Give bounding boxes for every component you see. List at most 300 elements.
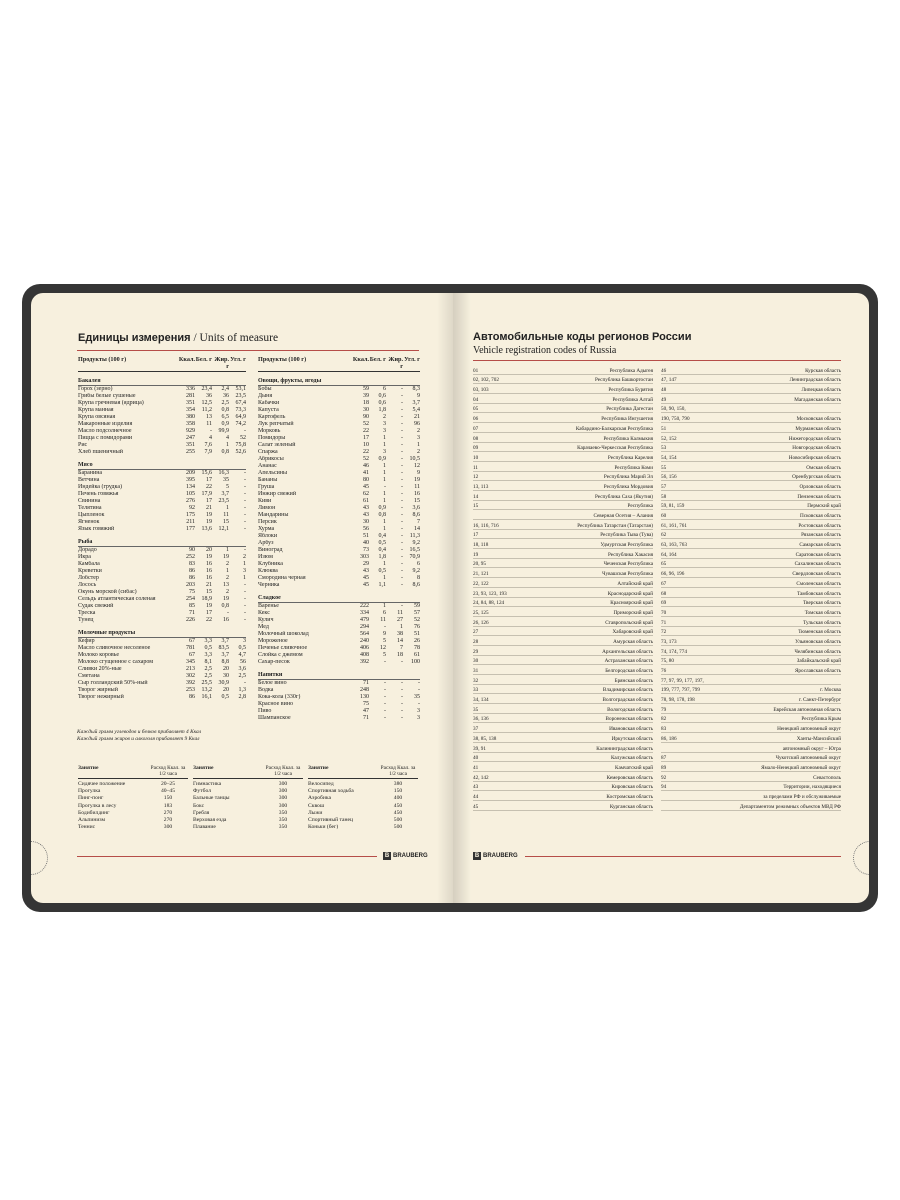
table-cell: 35 (223, 477, 229, 483)
region-name: Красноярский край (610, 600, 653, 607)
region-code: 26, 126 (473, 619, 489, 626)
region-row (661, 578, 841, 588)
region-name: Ярославская область (794, 668, 841, 674)
table-cell: Кабачки (258, 400, 280, 406)
table-row (258, 631, 420, 638)
table-cell: Баранина (78, 470, 103, 476)
table-cell: 0,6 (378, 393, 386, 399)
table-row (78, 519, 246, 526)
table-cell: 1 (383, 603, 386, 609)
left-page-title (78, 332, 278, 344)
region-code: 17 (473, 532, 479, 539)
table-row (258, 582, 420, 589)
table-cell: 76 (414, 624, 420, 630)
table-cell: - (244, 610, 246, 616)
activity-name: Бокс (193, 802, 205, 809)
table-row (258, 617, 420, 624)
region-codes-column-1 (473, 365, 653, 811)
table-cell: 1 (243, 575, 246, 581)
table-cell: Клубника (258, 561, 283, 567)
region-row (473, 472, 653, 482)
region-row (661, 723, 841, 733)
region-row (473, 365, 653, 375)
table-cell: Пиво (258, 708, 272, 714)
region-code: 28 (473, 638, 479, 645)
table-cell: 1 (383, 435, 386, 441)
region-name: Нижегородская область (788, 435, 841, 442)
table-cell: - (401, 603, 403, 609)
region-code: 82 (661, 716, 667, 723)
header-cell: Угл. г (404, 356, 420, 363)
activity-kcal: 150 (163, 795, 173, 802)
bottom-rule (525, 856, 841, 857)
table-cell: - (244, 519, 246, 525)
table-cell: 10,5 (409, 456, 420, 462)
region-code: 87 (661, 755, 667, 762)
table-row (78, 568, 246, 575)
table-cell: Черника (258, 582, 280, 588)
region-row (661, 753, 841, 763)
region-name: Тамбовская область (797, 590, 841, 597)
activity-kcal: 500 (393, 817, 403, 824)
region-code: 57 (661, 483, 667, 490)
region-row (661, 617, 841, 627)
region-name: Тульская область (803, 619, 841, 626)
table-row (258, 400, 420, 407)
region-code: 53 (661, 445, 667, 452)
table-cell: 18 (363, 400, 369, 406)
region-code: 25, 125 (473, 609, 489, 616)
table-cell: 21 (206, 582, 212, 588)
activity-row (78, 824, 188, 831)
activity-kcal: 350 (278, 809, 288, 816)
table-cell: 19 (414, 477, 420, 483)
activity-column-2 (193, 765, 303, 831)
title-en: Vehicle registration codes of Russia (473, 345, 617, 356)
activity-name: Бодибилдинг (78, 809, 110, 816)
region-row (661, 782, 841, 792)
region-row (473, 704, 653, 714)
table-row (258, 456, 420, 463)
region-code: 83 (661, 726, 667, 733)
region-name: Республика Мордовия (603, 483, 653, 490)
table-cell: 52 (363, 421, 369, 427)
table-row (258, 470, 420, 477)
table-cell: 8,1 (204, 659, 212, 665)
table-cell: Камбала (78, 561, 100, 567)
section-heading: Бакалея (78, 378, 246, 386)
region-name: Севастополь (813, 774, 841, 781)
table-cell: 13,6 (201, 526, 212, 532)
table-cell: 1 (383, 470, 386, 476)
section-heading: Молочные продукты (78, 630, 246, 638)
table-cell: 1 (383, 561, 386, 567)
table-cell: 16 (206, 561, 212, 567)
table-cell: Грибы белые сушеные (78, 393, 136, 399)
table-cell: - (401, 701, 403, 707)
table-cell: 564 (360, 631, 369, 637)
table-cell: Лосось (78, 582, 97, 588)
table-cell: 334 (360, 610, 369, 616)
table-cell: 294 (360, 624, 369, 630)
activity-kcal: 380 (393, 781, 403, 787)
table-cell: 0,5 (204, 645, 212, 651)
table-row (78, 477, 246, 484)
title-ru: Единицы измерения (78, 332, 191, 344)
table-cell: 1,8 (378, 407, 386, 413)
region-name: Свердловская область (792, 571, 841, 578)
table-row (78, 554, 246, 561)
table-cell: 209 (186, 470, 195, 476)
table-cell: 5 (383, 652, 386, 658)
table-cell: - (244, 498, 246, 504)
activity-kcal: 300 (278, 781, 288, 787)
table-cell: - (227, 610, 229, 616)
activity-kcal: 150 (393, 788, 403, 795)
table-cell: 61 (414, 652, 420, 658)
region-code: 34, 134 (473, 697, 489, 704)
table-cell: 19 (223, 596, 229, 602)
region-name: Ивановская область (609, 726, 653, 733)
table-cell: 1,1 (378, 582, 386, 588)
region-name: Республика (627, 503, 653, 510)
region-name: Пермский край (807, 503, 841, 510)
region-row (473, 627, 653, 637)
table-cell: - (244, 680, 246, 686)
table-cell: 57 (414, 610, 420, 616)
region-row (661, 462, 841, 472)
header-cell: Продукты (100 г) (258, 356, 307, 363)
region-name: Республика Саха (Якутия) (594, 493, 653, 500)
region-codes-column-2 (661, 365, 841, 811)
region-row (661, 733, 841, 743)
table-cell: 71 (189, 610, 195, 616)
region-row (661, 423, 841, 433)
brand-logo (473, 852, 518, 860)
table-row (258, 414, 420, 421)
table-row (78, 694, 246, 701)
table-cell: 0,5 (378, 568, 386, 574)
region-name: Калининградская область (596, 745, 653, 752)
table-cell: - (244, 547, 246, 553)
table-cell: 3 (417, 435, 420, 441)
table-cell: 3,7 (221, 491, 229, 497)
region-name: Магаданская область (794, 396, 841, 403)
table-cell: Салат зеленый (258, 442, 296, 448)
region-code: 38, 85, 138 (473, 735, 497, 742)
activity-kcal: 450 (393, 802, 403, 809)
table-cell: 0,4 (378, 533, 386, 539)
table-cell: 15 (206, 589, 212, 595)
table-cell: 16,1 (201, 694, 212, 700)
activity-kcal: 450 (393, 809, 403, 816)
region-name: Ленинградская область (789, 377, 841, 384)
region-row (661, 539, 841, 549)
table-cell: 0,8 (221, 449, 229, 455)
table-cell: 16 (414, 491, 420, 497)
table-cell: 254 (186, 596, 195, 602)
table-cell: 8,6 (412, 582, 420, 588)
activity-kcal: 40–45 (161, 788, 175, 795)
table-cell: 9 (383, 631, 386, 637)
region-code: 46 (661, 367, 667, 374)
header-cell: Ккал. (178, 356, 195, 363)
table-row (78, 687, 246, 694)
table-row (258, 421, 420, 428)
table-cell: - (384, 715, 386, 721)
region-row (473, 375, 653, 385)
table-row (78, 603, 246, 610)
region-name: Мурманская область (795, 425, 841, 432)
table-cell: 80 (363, 477, 369, 483)
table-row (78, 449, 246, 456)
table-cell: - (401, 400, 403, 406)
activity-header-unit: Расход Ккал. за 1/2 часа (380, 765, 416, 777)
region-name: Республика Калмыкия (603, 435, 653, 442)
table-row (78, 582, 246, 589)
activity-row (78, 781, 188, 788)
table-cell: - (418, 687, 420, 693)
table-cell: 22 (363, 449, 369, 455)
table-cell: 213 (186, 666, 195, 672)
table-cell: Ягненок (78, 519, 100, 525)
region-code: 50, 90, 150, (661, 406, 686, 413)
region-code: 14 (473, 493, 479, 500)
table-cell: 380 (186, 414, 195, 420)
region-row (661, 743, 841, 753)
region-name: Кемеровская область (606, 774, 653, 781)
table-cell: - (244, 596, 246, 602)
table-cell: Телятина (78, 505, 102, 511)
region-code: 13, 113 (473, 483, 489, 490)
table-cell: 47 (363, 708, 369, 714)
table-cell: 9 (417, 470, 420, 476)
table-row (78, 435, 246, 442)
activity-row (78, 788, 188, 795)
region-code: 55 (661, 464, 667, 471)
activity-header-label: Занятие (193, 765, 214, 771)
table-cell: Лимон (258, 505, 276, 511)
table-cell: - (401, 442, 403, 448)
region-code: 52, 152 (661, 435, 677, 442)
region-row (661, 472, 841, 482)
table-cell: Кефир (78, 638, 95, 644)
region-code: 89 (661, 764, 667, 771)
region-row (473, 791, 653, 801)
table-cell: 18 (397, 652, 403, 658)
table-row (258, 624, 420, 631)
corner-dotted-icon (31, 841, 48, 875)
table-cell: - (401, 554, 403, 560)
table-row (258, 477, 420, 484)
table-cell: 45 (363, 484, 369, 490)
region-code: 36, 136 (473, 716, 489, 723)
table-cell: 16,5 (409, 547, 420, 553)
activity-name: Спортивный танец (308, 817, 353, 824)
table-cell: 12,5 (201, 400, 212, 406)
region-row (661, 568, 841, 578)
region-row (661, 762, 841, 772)
table-row (258, 435, 420, 442)
table-cell: - (401, 386, 403, 392)
table-cell: 1 (226, 442, 229, 448)
activity-name: Сквош (308, 802, 325, 809)
table-cell: Дыня (258, 393, 273, 399)
table-row (78, 491, 246, 498)
table-cell: 203 (186, 582, 195, 588)
table-header (258, 356, 420, 372)
table-cell: 1 (226, 505, 229, 511)
region-row (661, 520, 841, 530)
table-cell: 3,7 (221, 638, 229, 644)
table-cell: - (401, 568, 403, 574)
table-cell: 29 (363, 561, 369, 567)
table-cell: 73,3 (235, 407, 246, 413)
header-cell: Продукты (100 г) (78, 356, 127, 363)
table-row (78, 680, 246, 687)
region-row (661, 510, 841, 520)
table-cell: 30 (363, 519, 369, 525)
table-cell: 85 (189, 603, 195, 609)
region-row (473, 462, 653, 472)
table-cell: 8,8 (221, 659, 229, 665)
table-cell: 22 (206, 484, 212, 490)
table-cell: 0,8 (378, 512, 386, 518)
right-page-title (473, 331, 691, 343)
activity-row (78, 803, 188, 810)
table-cell: 21 (414, 414, 420, 420)
region-row (661, 714, 841, 724)
region-name: Хабаровский край (612, 629, 653, 636)
table-cell: Кока-кола (330г) (258, 694, 301, 700)
table-cell: 9,2 (412, 540, 420, 546)
region-code: 21, 121 (473, 571, 489, 578)
table-cell: 73 (363, 547, 369, 553)
table-cell: 11,2 (201, 407, 212, 413)
table-cell: 11,3 (409, 533, 420, 539)
region-code: 199, 777, 797, 799 (661, 687, 700, 694)
table-cell: 395 (186, 477, 195, 483)
table-cell: - (244, 603, 246, 609)
table-cell: Масло подсолнечное (78, 428, 132, 434)
table-cell: Горох (зерно) (78, 386, 113, 392)
region-row (661, 433, 841, 443)
table-cell: 134 (186, 484, 195, 490)
region-row (661, 559, 841, 569)
region-code: 86, 186 (661, 735, 677, 742)
table-row (78, 652, 246, 659)
table-cell: 1,3 (238, 687, 246, 693)
table-cell: 16 (223, 617, 229, 623)
table-cell: - (401, 407, 403, 413)
table-cell: 15 (223, 519, 229, 525)
table-row (258, 442, 420, 449)
table-cell: Молоко коровье (78, 652, 120, 658)
table-cell: 2 (417, 428, 420, 434)
table-header (78, 356, 246, 372)
table-cell: 30,9 (218, 680, 229, 686)
table-cell: 0,9 (221, 421, 229, 427)
table-cell: Белое вино (258, 680, 287, 686)
table-cell: 358 (186, 421, 195, 427)
table-cell: 19 (223, 554, 229, 560)
region-code: 67 (661, 580, 667, 587)
table-cell: 16 (206, 568, 212, 574)
region-name: Республика Крым (801, 716, 841, 723)
table-cell: Креветки (78, 568, 102, 574)
region-code: 45 (473, 803, 479, 810)
region-code: 64, 164 (661, 551, 677, 558)
table-cell: Картофель (258, 414, 286, 420)
section-heading: Рыба (78, 539, 246, 547)
table-cell: 99,9 (218, 428, 229, 434)
region-row (661, 501, 841, 511)
table-row (78, 659, 246, 666)
activity-kcal: 270 (163, 817, 173, 824)
table-cell: - (401, 449, 403, 455)
table-cell: 3 (417, 715, 420, 721)
table-cell: 2,5 (204, 666, 212, 672)
activity-kcal: 270 (163, 809, 173, 816)
table-cell: Масло сливочное несоленое (78, 645, 151, 651)
region-name: Забайкальский край (796, 658, 841, 665)
table-cell: - (401, 687, 403, 693)
activity-row (78, 810, 188, 817)
table-cell: 4 (209, 435, 212, 441)
activity-row (193, 795, 303, 802)
table-cell: 74,2 (235, 421, 246, 427)
table-row (78, 610, 246, 617)
region-code: 77, 97, 99, 177, 197, (661, 677, 704, 684)
table-cell: - (401, 463, 403, 469)
table-cell: - (401, 526, 403, 532)
table-cell: 51 (363, 533, 369, 539)
table-cell: - (244, 491, 246, 497)
table-cell: - (244, 617, 246, 623)
region-code: 19 (473, 551, 479, 558)
region-name: Брянская область (614, 677, 653, 684)
table-row (78, 442, 246, 449)
table-cell: - (401, 659, 403, 665)
region-code: 43 (473, 784, 479, 791)
table-cell: - (244, 477, 246, 483)
table-cell: Клюква (258, 568, 278, 574)
table-cell: - (384, 708, 386, 714)
table-cell: 0,5 (238, 645, 246, 651)
region-row (661, 704, 841, 714)
table-cell: 43 (363, 512, 369, 518)
region-row (661, 598, 841, 608)
table-row (78, 617, 246, 624)
region-row (473, 423, 653, 433)
region-name: Краснодарский край (607, 590, 653, 597)
brand-mark-icon: B (384, 853, 390, 859)
activity-kcal: 300 (278, 795, 288, 802)
table-cell: - (401, 484, 403, 490)
table-cell: Яблоки (258, 533, 278, 539)
table-cell: 83 (189, 561, 195, 567)
table-cell: 20 (206, 547, 212, 553)
region-row (661, 443, 841, 453)
table-cell: 3,7 (221, 652, 229, 658)
region-name: Новосибирская область (788, 454, 841, 461)
activity-row (308, 810, 418, 817)
table-cell: Мороженое (258, 638, 288, 644)
region-row (473, 772, 653, 782)
region-code: 61, 161, 761 (661, 522, 687, 529)
table-cell: 2 (226, 575, 229, 581)
region-name: Северная Осетия – Алания (593, 513, 653, 519)
